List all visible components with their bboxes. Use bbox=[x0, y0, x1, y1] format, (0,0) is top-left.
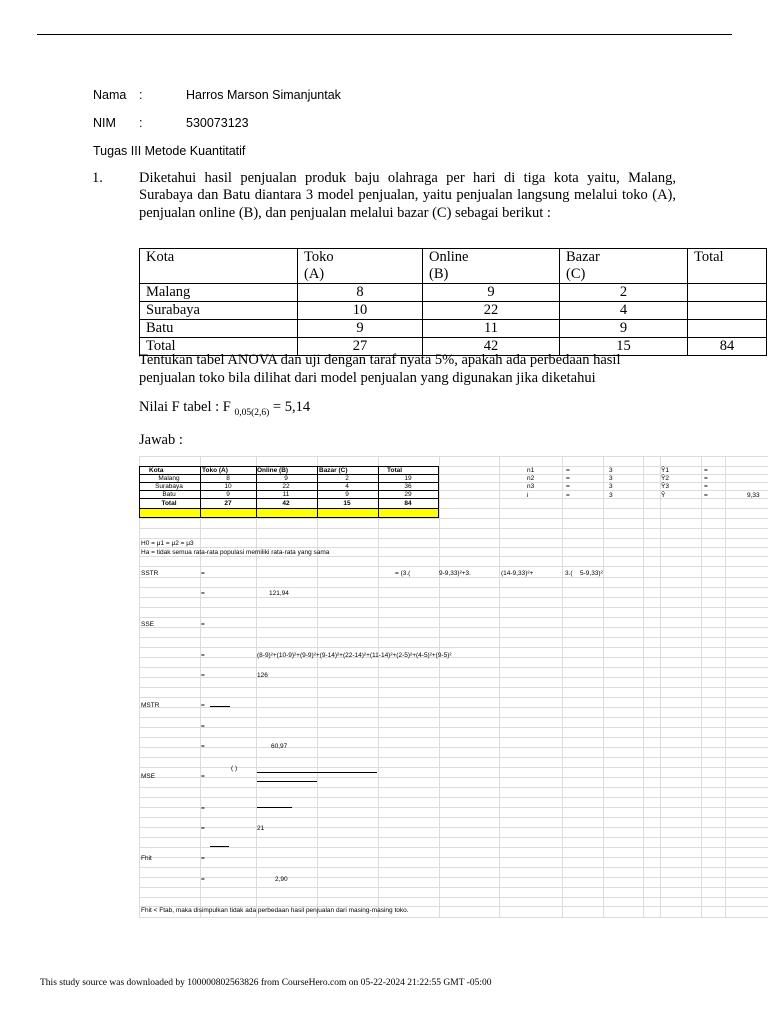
equals-sign: = bbox=[201, 723, 205, 730]
table-cell: 15 bbox=[560, 338, 688, 356]
grid-line bbox=[378, 456, 379, 917]
side-cell: = bbox=[704, 467, 708, 474]
table-cell: Batu bbox=[140, 320, 298, 338]
sheet-cell: Surabaya bbox=[155, 483, 183, 490]
question-text: Diketahui hasil penjualan produk baju olahraga per hari di tiga kota yaitu, Malang, Surabaya dan Batu diantara 3 model penjualan, yaitu penjualan langsung melalui toko (A), penjualan online (B), dan penjualan melalui bazar (C) sebagai berikut : bbox=[139, 170, 676, 221]
mse-paren: ( ) bbox=[231, 765, 238, 772]
sstr-formula: = (3.( bbox=[395, 570, 411, 577]
grid-line bbox=[139, 757, 768, 758]
grid-line bbox=[139, 667, 768, 668]
header-cell: Bazar (C) bbox=[560, 249, 688, 284]
equals-sign: = bbox=[201, 876, 205, 883]
sstr-formula: 5-9,33)² bbox=[580, 570, 603, 577]
table-cell: 4 bbox=[560, 302, 688, 320]
table-row bbox=[140, 302, 767, 320]
header-cell: Kota bbox=[140, 249, 298, 284]
question-number: 1. bbox=[92, 170, 103, 186]
equals-sign: = bbox=[201, 702, 205, 709]
grid-line bbox=[139, 597, 768, 598]
sheet-cell: 29 bbox=[404, 491, 412, 498]
sheet-cell: Total bbox=[161, 500, 177, 507]
conclusion-text: Fhit < Ftab, maka disimpulkan tidak ada perbedaan hasil penjualan dari masing-masing toko. bbox=[141, 907, 409, 914]
sheet-cell: 15 bbox=[343, 500, 351, 507]
table-cell: Surabaya bbox=[140, 302, 298, 320]
sheet-header: Toko (A) bbox=[202, 467, 228, 474]
fraction-line bbox=[257, 772, 377, 773]
table-cell: 22 bbox=[423, 302, 560, 320]
grid-line bbox=[660, 456, 661, 917]
fraction-line bbox=[210, 846, 229, 847]
sheet-header: Kota bbox=[149, 467, 164, 474]
grid-line bbox=[139, 877, 768, 878]
table-border bbox=[139, 490, 439, 491]
grid-line bbox=[701, 456, 702, 917]
side-cell: Ȳ1 bbox=[661, 467, 669, 474]
sheet-cell: Batu bbox=[162, 491, 176, 498]
table-row bbox=[140, 320, 767, 338]
grid-line bbox=[139, 887, 768, 888]
table-cell: 9 bbox=[423, 284, 560, 302]
mstr-value: 60,97 bbox=[271, 743, 288, 750]
sstr-formula: (14-9,33)²+ bbox=[501, 570, 534, 577]
side-cell: 3 bbox=[609, 483, 613, 491]
side-cell: 3 bbox=[609, 467, 613, 474]
grid-line bbox=[439, 456, 440, 917]
table-border bbox=[139, 482, 439, 483]
sstr-formula: 9-9,33)²+3. bbox=[439, 570, 471, 577]
sheet-cell: 9 bbox=[345, 491, 349, 498]
equals-sign: = bbox=[201, 621, 205, 628]
fraction-line bbox=[257, 807, 292, 808]
grid-line bbox=[200, 456, 201, 917]
side-cell: = bbox=[704, 475, 708, 483]
side-cell: = bbox=[704, 491, 708, 499]
nama-label: Nama bbox=[93, 88, 127, 102]
grid-line bbox=[139, 677, 768, 678]
header-cell: Total bbox=[688, 249, 767, 284]
grid-line bbox=[139, 587, 768, 588]
nim-value: 530073123 bbox=[186, 116, 249, 130]
grid-line bbox=[139, 747, 768, 748]
sheet-header: Online (B) bbox=[257, 467, 289, 474]
table-cell: 11 bbox=[423, 320, 560, 338]
grid-line bbox=[562, 456, 563, 917]
table-cell bbox=[688, 284, 767, 302]
table-cell: Total bbox=[140, 338, 298, 356]
table-cell: 9 bbox=[560, 320, 688, 338]
equals-sign: = bbox=[201, 825, 205, 832]
grid-line bbox=[317, 456, 318, 917]
sheet-header: Bazar (C) bbox=[319, 467, 348, 474]
sheet-cell: 11 bbox=[282, 491, 290, 498]
fraction-line bbox=[257, 781, 317, 782]
grid-line bbox=[139, 657, 768, 658]
nim-separator: : bbox=[139, 116, 143, 130]
table-cell bbox=[688, 302, 767, 320]
grid-line bbox=[139, 637, 768, 638]
h0-text: H0 = μ1 = μ2 = μ3 bbox=[141, 540, 194, 547]
grid-line bbox=[139, 737, 768, 738]
side-cell: = bbox=[566, 475, 570, 483]
sheet-cell: 22 bbox=[282, 483, 290, 490]
grid-line bbox=[139, 897, 768, 898]
grid-line bbox=[139, 857, 768, 858]
sheet-cell: 9 bbox=[226, 491, 230, 498]
grid-line bbox=[139, 717, 768, 718]
grid-line bbox=[139, 837, 768, 838]
grid-line bbox=[139, 787, 768, 788]
table-border bbox=[139, 508, 439, 509]
sheet-cell: 84 bbox=[404, 500, 412, 507]
sheet-cell: 8 bbox=[226, 475, 230, 482]
grid-line bbox=[139, 547, 768, 548]
grid-line bbox=[603, 456, 604, 917]
grid-line bbox=[139, 607, 768, 608]
table-cell: 84 bbox=[688, 338, 767, 356]
course-title: Tugas III Metode Kuantitatif bbox=[93, 144, 246, 158]
sse-label: SSE bbox=[141, 621, 155, 628]
top-rule bbox=[37, 34, 732, 35]
grid-line bbox=[139, 777, 768, 778]
sheet-cell: 42 bbox=[282, 500, 290, 507]
side-cell: = bbox=[566, 491, 570, 499]
grid-line bbox=[139, 827, 768, 828]
answer-label: Jawab : bbox=[139, 432, 183, 449]
grid-line bbox=[139, 528, 768, 529]
grid-line bbox=[139, 627, 768, 628]
grid-line bbox=[139, 566, 768, 567]
sheet-cell: 4 bbox=[345, 483, 349, 490]
equals-sign: = bbox=[201, 805, 205, 812]
ha-text: Ha = tidak semua rata-rata populasi memiliki rata-rata yang sama bbox=[141, 549, 330, 556]
side-cell: = bbox=[704, 483, 708, 491]
table-border bbox=[139, 474, 439, 475]
grid-line bbox=[139, 697, 768, 698]
nama-separator: : bbox=[139, 88, 143, 102]
equals-sign: = bbox=[201, 570, 205, 577]
table-cell: 2 bbox=[560, 284, 688, 302]
side-cell: n1 bbox=[527, 467, 535, 474]
side-cell: Ȳ3 bbox=[661, 483, 669, 491]
mstr-label: MSTR bbox=[141, 702, 160, 709]
mse-value: 21 bbox=[257, 825, 265, 832]
grid-line bbox=[139, 727, 768, 728]
sheet-cell: 27 bbox=[224, 500, 232, 507]
instruction-line-2: penjualan toko bila dilihat dari model penjualan yang digunakan jika diketahui bbox=[139, 369, 596, 386]
equals-sign: = bbox=[201, 743, 205, 750]
table-border bbox=[139, 498, 439, 499]
sheet-cell: 2 bbox=[345, 475, 349, 482]
grid-line bbox=[725, 456, 726, 917]
sheet-cell: 10 bbox=[224, 483, 232, 490]
spreadsheet bbox=[139, 456, 768, 917]
sstr-label: SSTR bbox=[141, 570, 159, 577]
table-header-row bbox=[140, 249, 767, 284]
side-cell: n2 bbox=[527, 475, 535, 483]
equals-sign: = bbox=[201, 590, 205, 597]
side-cell: Ȳ2 bbox=[661, 475, 669, 483]
grid-line bbox=[139, 797, 768, 798]
data-table bbox=[139, 248, 767, 356]
grid-line bbox=[499, 456, 500, 917]
table-cell: 27 bbox=[298, 338, 423, 356]
sstr-value: 121,94 bbox=[269, 590, 289, 597]
side-cell: 3 bbox=[609, 491, 613, 499]
side-cell: i bbox=[527, 491, 529, 499]
grid-line bbox=[139, 456, 768, 457]
sheet-cell: Malang bbox=[158, 475, 180, 482]
instruction-line-1: Tentukan tabel ANOVA dan uji dengan taraf nyata 5%, apakah ada perbedaan hasil bbox=[139, 352, 621, 368]
fraction-line bbox=[210, 706, 230, 707]
header-cell: Toko (A) bbox=[298, 249, 423, 284]
side-cell: 9,33 bbox=[747, 491, 760, 499]
equals-sign: = bbox=[201, 855, 205, 862]
table-row bbox=[140, 284, 767, 302]
table-cell: 42 bbox=[423, 338, 560, 356]
grid-line bbox=[139, 707, 768, 708]
download-footer: This study source was downloaded by 100000802563826 from CourseHero.com on 05-22-2024 21:22:55 GMT -05:00 bbox=[40, 978, 492, 988]
ftable-line: Nilai F tabel : F $_{0,05(2,6)}$ = 5,14 bbox=[139, 399, 311, 418]
sheet-cell: 19 bbox=[404, 475, 412, 482]
table-cell: 8 bbox=[298, 284, 423, 302]
side-cell: = bbox=[566, 483, 570, 491]
table-cell bbox=[688, 320, 767, 338]
table-cell: Malang bbox=[140, 284, 298, 302]
grid-line bbox=[139, 647, 768, 648]
grid-line bbox=[139, 917, 768, 918]
mse-label: MSE bbox=[141, 773, 156, 780]
equals-sign: = bbox=[201, 672, 205, 679]
side-cell: 3 bbox=[609, 475, 613, 483]
grid-line bbox=[139, 617, 768, 618]
grid-line bbox=[139, 518, 768, 519]
header-cell: Online (B) bbox=[423, 249, 560, 284]
table-cell: 10 bbox=[298, 302, 423, 320]
grid-line bbox=[139, 807, 768, 808]
grid-line bbox=[139, 867, 768, 868]
grid-line bbox=[139, 847, 768, 848]
sheet-header: Total bbox=[387, 467, 403, 474]
fhit-label: Fhit bbox=[141, 855, 152, 862]
grid-line bbox=[256, 456, 257, 917]
table-cell: 9 bbox=[298, 320, 423, 338]
grid-line bbox=[139, 687, 768, 688]
nim-label: NIM bbox=[93, 116, 116, 130]
sstr-formula: 3.( bbox=[565, 570, 573, 577]
side-cell: Ȳ bbox=[661, 491, 666, 499]
sse-value: 126 bbox=[257, 672, 268, 679]
sheet-cell: 36 bbox=[404, 483, 412, 490]
instruction bbox=[139, 352, 699, 450]
fhit-value: 2,90 bbox=[275, 876, 288, 883]
nama-value: Harros Marson Simanjuntak bbox=[186, 88, 341, 102]
grid-line bbox=[643, 456, 644, 917]
side-cell: n3 bbox=[527, 483, 535, 491]
sheet-cell: 9 bbox=[284, 475, 288, 482]
side-cell: = bbox=[566, 467, 570, 474]
grid-line bbox=[139, 456, 140, 917]
grid-line bbox=[139, 817, 768, 818]
sse-formula: (8-9)²+(10-9)²+(9-9)²+(9-14)²+(22-14)²+(11-14)²+(2-5)²+(4-5)²+(9-5)² bbox=[257, 652, 452, 659]
equals-sign: = bbox=[201, 652, 205, 659]
equals-sign: = bbox=[201, 773, 205, 780]
grid-line bbox=[139, 538, 768, 539]
